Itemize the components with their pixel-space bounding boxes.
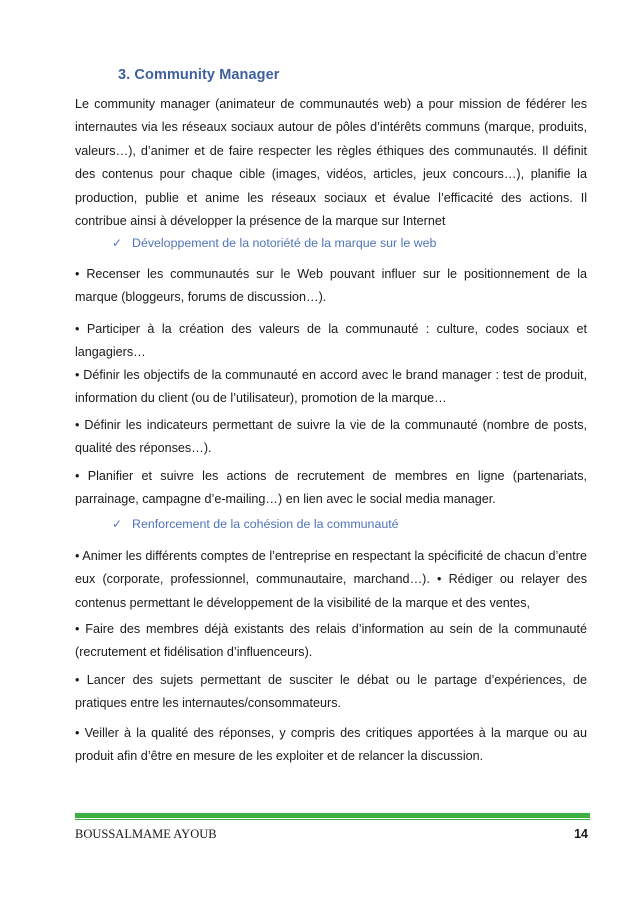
section-heading: 3. Community Manager <box>118 67 280 83</box>
list-item: • Lancer des sujets permettant de susciter le débat ou le partage d’expériences, de pratiques entre les internautes/consommateurs. <box>75 673 587 711</box>
list-item: • Définir les indicateurs permettant de suivre la vie de la communauté (nombre de posts, qualité des réponses…). <box>75 418 587 456</box>
list-item: • Faire des membres déjà existants des relais d’information au sein de la communauté (recrutement et fidélisation d’influenceurs). <box>75 622 587 660</box>
subheading-cohesion-label: Renforcement de la cohésion de la communauté <box>132 517 399 531</box>
list-item: • Animer les différents comptes de l’entreprise en respectant la spécificité de chacun d’entre eux (corporate, professionnel, communautaire, marchand…). • Rédiger ou relayer des contenus permettant le développement de la visibilité de la marque et des ventes, <box>75 549 587 610</box>
footer-rule <box>75 813 590 818</box>
list-item: • Planifier et suivre les actions de recrutement de membres en ligne (partenariats, parrainage, campagne d’e-mailing…) en lien avec le social media manager. <box>75 469 587 507</box>
footer-rule-thin <box>75 819 590 820</box>
footer-author: BOUSSALMAME AYOUB <box>75 827 217 841</box>
check-icon: ✓ <box>112 517 123 531</box>
subheading-notoriety-label: Développement de la notoriété de la marque sur le web <box>132 236 437 250</box>
list-item: • Veiller à la qualité des réponses, y compris des critiques apportées à la marque ou au produit afin d’être en mesure de les exploiter et de relancer la discussion. <box>75 726 587 764</box>
page-number: 14 <box>574 827 588 841</box>
intro-paragraph: Le community manager (animateur de communautés web) a pour mission de fédérer les internautes via les réseaux sociaux autour de pôles d’intérêts communs (marque, produits, valeurs…), d’animer et de faire respecter les règles éthiques des communautés. Il définit des contenus pour chaque cible (images, vidéos, articles, jeux concours…), planifie la production, publie et anime les réseaux sociaux et évalue l’efficacité des actions. Il contribue ainsi à développer la présence de la marque sur Internet <box>75 97 587 229</box>
list-item: • Définir les objectifs de la communauté en accord avec le brand manager : test de produit, information du client (ou de l’utilisateur), promotion de la marque… <box>75 368 587 406</box>
subheading-notoriety <box>112 236 436 250</box>
check-icon: ✓ <box>112 236 123 250</box>
list-item: • Recenser les communautés sur le Web pouvant influer sur le positionnement de la marque (bloggeurs, forums de discussion…). <box>75 267 587 305</box>
subheading-cohesion <box>112 517 399 531</box>
list-item: • Participer à la création des valeurs de la communauté : culture, codes sociaux et langagiers… <box>75 322 587 360</box>
